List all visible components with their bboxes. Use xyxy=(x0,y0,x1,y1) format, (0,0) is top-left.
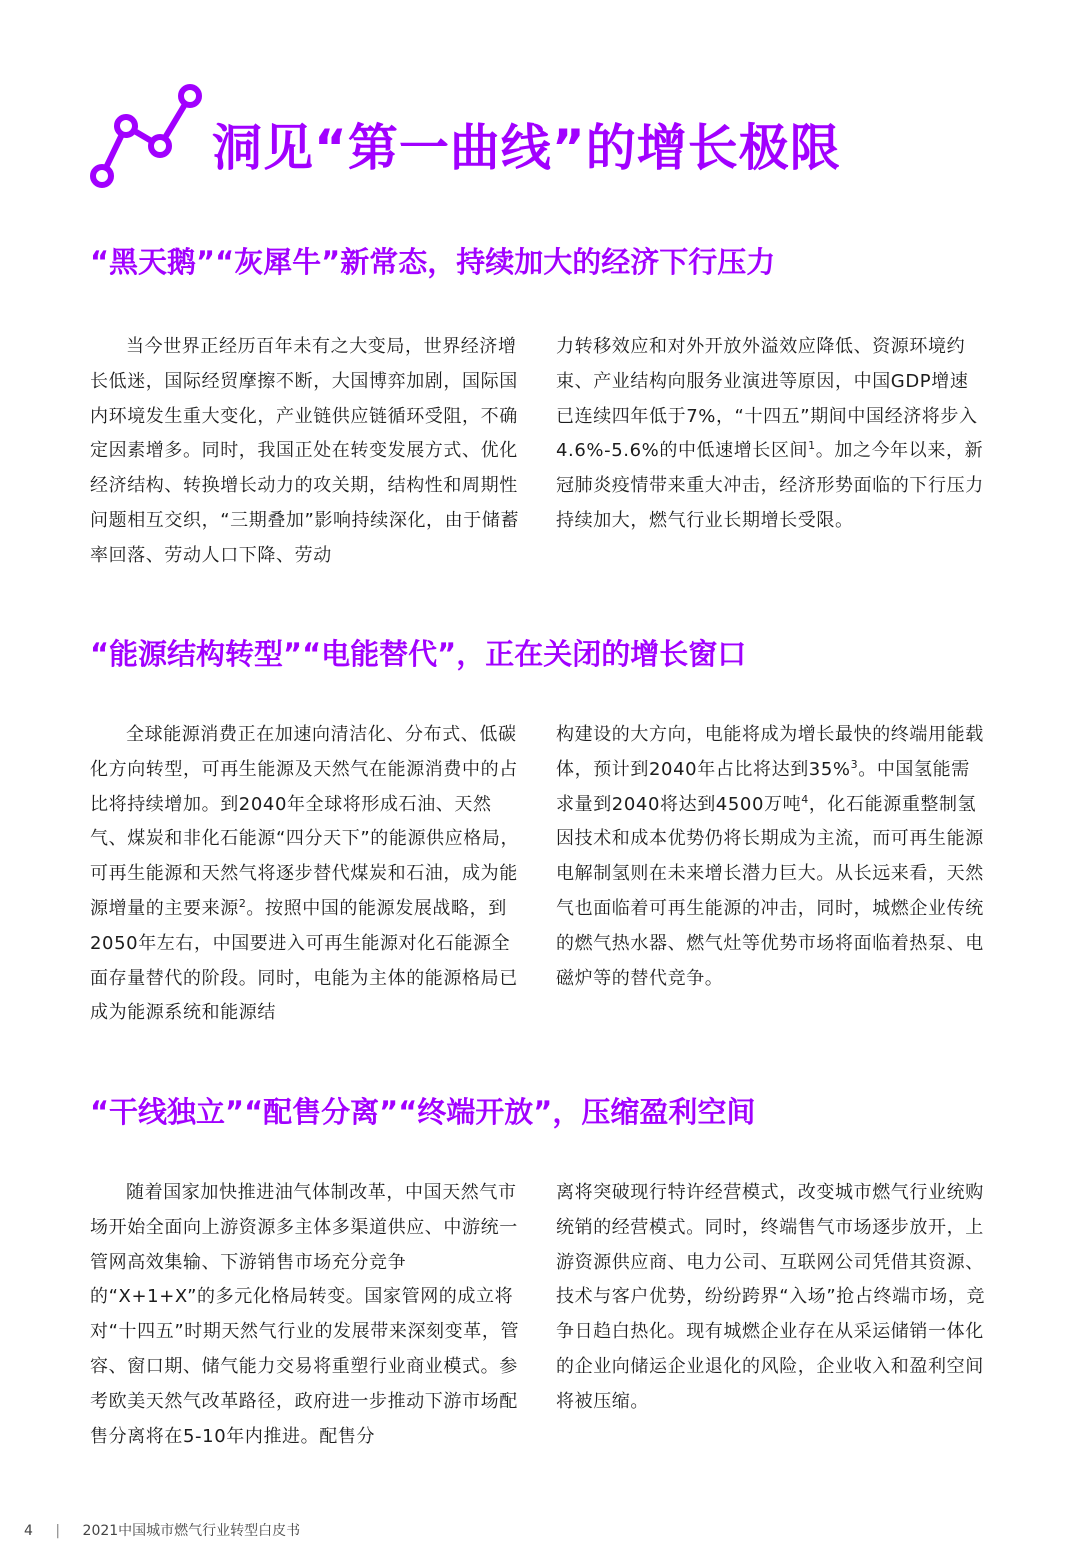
publication-title: 2021中国城市燃气行业转型白皮书 xyxy=(82,1523,301,1539)
line-graph-icon xyxy=(90,84,202,188)
footnote-marker: 3 xyxy=(850,757,859,771)
section-3-left-column: 随着国家加快推进油气体制改革，中国天然气市场开始全面向上游资源多主体多渠道供应、中游统一管网高效集输、下游销售市场充分竞争的“X+1+X”的多元化格局转变。国家管网的成立将对“十四五”时期天然气行业的发展带来深刻变革，管容、窗口期、储气能力交易将重塑行业商业模式。参考欧美天然气改革路径，政府进一步推动下游市场配售分离将在5-10年内推进。配售分 xyxy=(90,1182,520,1447)
body-text: 力转移效应和对外开放外溢效应降低、资源环境约束、产业结构向服务业演进等原因，中国GDP增速已连续四年低于7%，“十四五”期间中国经济将步入4.6%-5.6%的中低速增长区间 xyxy=(556,336,978,462)
title-block xyxy=(90,84,1050,188)
page-number: 4 xyxy=(24,1523,33,1539)
section-heading-2: “能源结构转型”“电能替代”，正在关闭的增长窗口 xyxy=(90,637,747,671)
body-text: 全球能源消费正在加速向清洁化、分布式、低碳化方向转型，可再生能源及天然气在能源消费中的占比将持续增加。到2040年全球将形成石油、天然气、煤炭和非化石能源“四分天下”的能源供应格局，可再生能源和天然气将逐步替代煤炭和石油，成为能源增量的主要来源 xyxy=(90,724,520,919)
section-1-left-column: 当今世界正经历百年未有之大变局，世界经济增长低迷，国际经贸摩擦不断，大国博弈加剧，国际国内环境发生重大变化，产业链供应链循环受阻，不确定因素增多。同时，我国正处在转变发展方式、优化经济结构、转换增长动力的攻关期，结构性和周期性问题相互交织，“三期叠加”影响持续深化，由于储蓄率回落、劳动人口下降、劳动 xyxy=(90,336,520,566)
footnote-marker: 4 xyxy=(801,792,809,806)
page-footer xyxy=(24,1520,300,1540)
footer-separator: | xyxy=(55,1523,61,1539)
section-1-right-column xyxy=(556,330,986,539)
section-heading-1: “黑天鹅”“灰犀牛”新常态，持续加大的经济下行压力 xyxy=(90,245,776,279)
section-2-left-column xyxy=(90,718,520,1031)
body-text: 。加之今年以来，新冠肺炎疫情带来重大冲击，经济形势面临的下行压力持续加大，燃气行业长期增长受限。 xyxy=(556,440,984,531)
footnote-marker: 2 xyxy=(238,896,247,910)
section-2-right-column xyxy=(556,718,986,996)
page-title: 洞见“第一曲线”的增长极限 xyxy=(212,119,841,177)
body-text: 构建设的大方向，电能将成为增长最快的终端用能载体，预计到2040年占比将达到35% xyxy=(556,724,984,780)
section-3-right-column: 离将突破现行特许经营模式，改变城市燃气行业统购统销的经营模式。同时，终端售气市场逐步放开，上游资源供应商、电力公司、互联网公司凭借其资源、技术与客户优势，纷纷跨界“入场”抢占终端市场，竞争日趋白热化。现有城燃企业存在从采运储销一体化的企业向储运企业退化的风险，企业收入和盈利空间将被压缩。 xyxy=(556,1182,986,1412)
body-text: 。按照中国的能源发展战略，到2050年左右，中国要进入可再生能源对化石能源全面存量替代的阶段。同时，电能为主体的能源格局已成为能源系统和能源结 xyxy=(90,897,518,1024)
body-text: 。中国氢能需求量到2040将达到4500万吨 xyxy=(556,758,970,815)
body-text: ，化石能源重整制氢因技术和成本优势仍将长期成为主流，而可再生能源电解制氢则在未来增长潜力巨大。从长远来看，天然气也面临着可再生能源的冲击，同时，城燃企业传统的燃气热水器、燃气灶等优势市场将面临着热泵、电磁炉等的替代竞争。 xyxy=(556,793,984,989)
section-heading-3: “干线独立”“配售分离”“终端开放”，压缩盈利空间 xyxy=(90,1095,756,1129)
footnote-marker: 1 xyxy=(808,439,816,453)
